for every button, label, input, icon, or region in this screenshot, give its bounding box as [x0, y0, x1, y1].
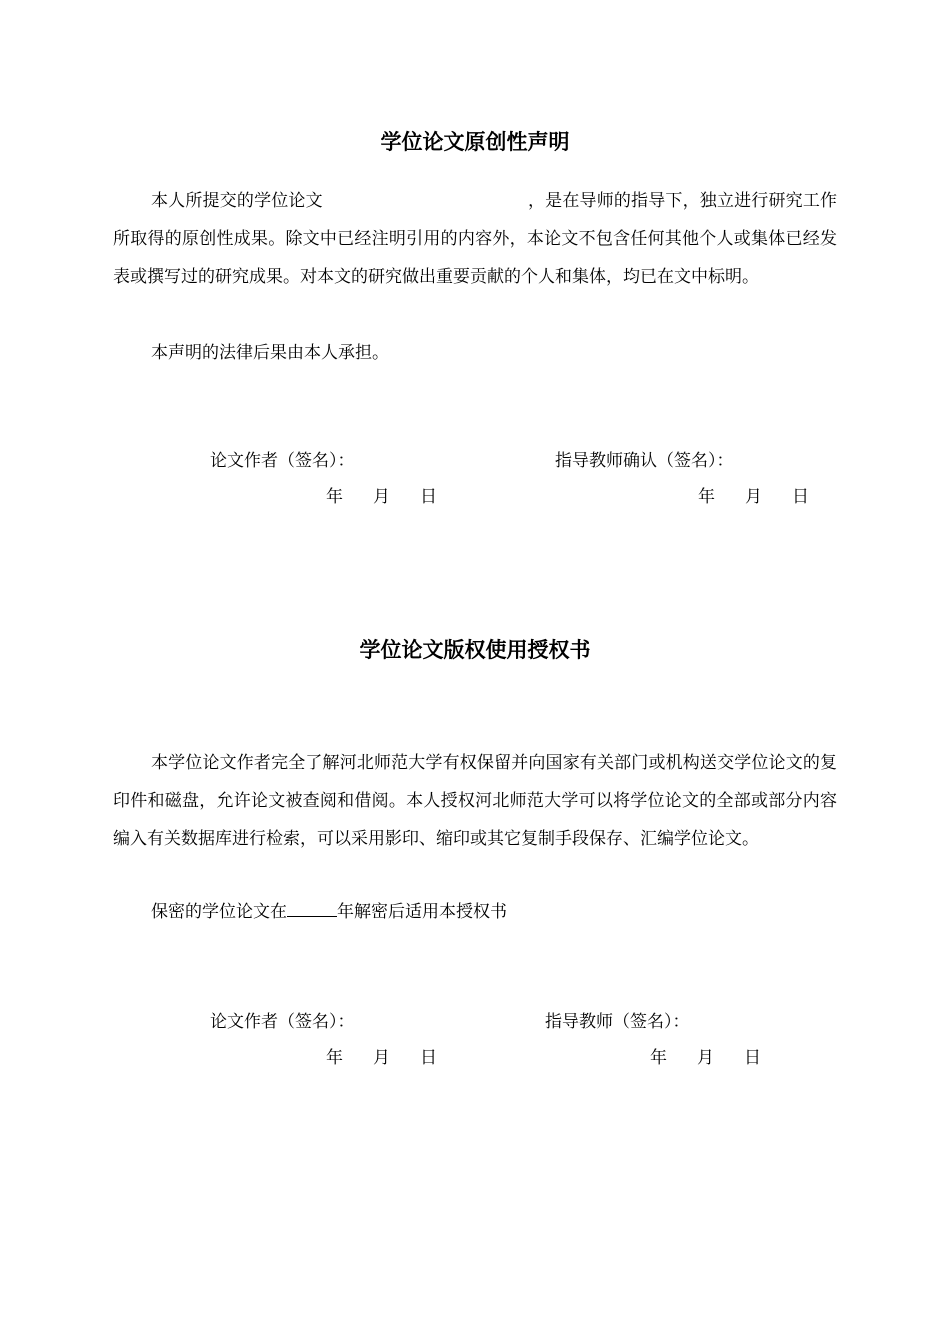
author-signature-label-2: 论文作者（签名）： [210, 1012, 355, 1032]
date-day: 日 [792, 487, 809, 507]
authorization-title: 学位论文版权使用授权书 [359, 638, 591, 662]
date-year: 年 [650, 1048, 667, 1068]
authorization-paragraph: 本学位论文作者完全了解河北师范大学有权保留并向国家有关部门或机构送交学位论文的复印件和磁盘，允许论文被查阅和借阅。本人授权河北师范大学可以将学位论文的全部或部分内容编入有关数据库进行检索，可以采用影印、缩印或其它复制手段保存、汇编学位论文。 [113, 753, 837, 849]
date-month: 月 [373, 487, 390, 507]
declaration-legal-note: 本声明的法律后果由本人承担。 [151, 343, 389, 363]
date-day: 日 [420, 1048, 437, 1068]
advisor-confirm-signature-label: 指导教师确认（签名）： [555, 451, 734, 471]
advisor-signature-label-2: 指导教师（签名）： [545, 1012, 690, 1032]
declaration-text-rest: ，是在导师的指导下，独立进行研究工作所取得的原创性成果。除文中已经注明引用的内容外，本论文不包含任何其他个人或集体已经发表或撰写过的研究成果。对本文的研究做出重要贡献的个人和集体，均已在文中标明。 [113, 191, 838, 287]
date-month: 月 [745, 487, 762, 507]
confidential-text-rest: 年解密后适用本授权书 [337, 902, 507, 922]
confidential-text-start: 保密的学位论文在 [151, 902, 287, 922]
date-year: 年 [326, 487, 343, 507]
date-year: 年 [326, 1048, 343, 1068]
advisor-date [698, 482, 809, 507]
declaration-title: 学位论文原创性声明 [380, 130, 570, 154]
date-day: 日 [420, 487, 437, 507]
date-day: 日 [744, 1048, 761, 1068]
declaration-paragraph [113, 182, 837, 296]
author-date [326, 482, 437, 507]
date-year: 年 [698, 487, 715, 507]
confidential-note [113, 893, 837, 931]
years-blank[interactable] [287, 900, 337, 917]
date-month: 月 [697, 1048, 714, 1068]
advisor-date-2 [650, 1043, 761, 1068]
declaration-text-start: 本人所提交的学位论文 [151, 191, 323, 211]
author-date-2 [326, 1043, 437, 1068]
author-signature-label: 论文作者（签名）： [210, 451, 355, 471]
date-month: 月 [373, 1048, 390, 1068]
